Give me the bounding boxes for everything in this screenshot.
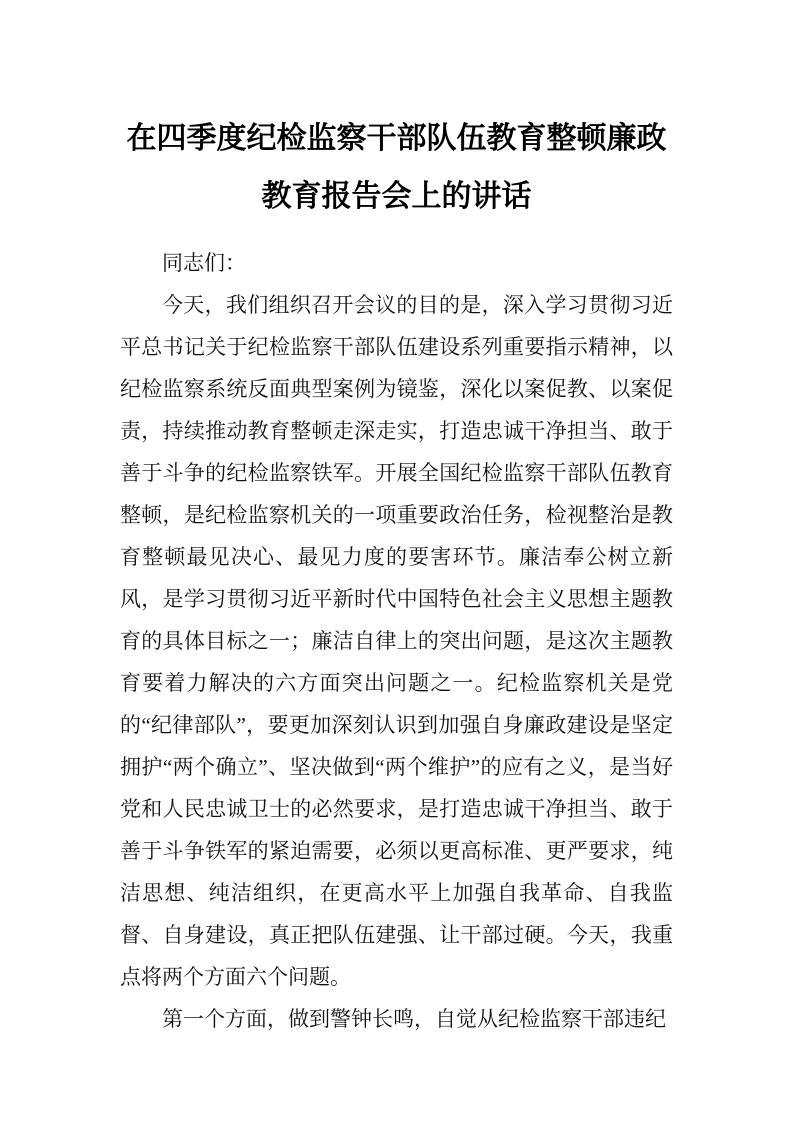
paragraph-salutation: 同志们：: [162, 251, 246, 275]
document-title: 在四季度纪检监察干部队伍教育整顿廉政教育报告会上的讲话: [126, 122, 667, 213]
paragraph-main-body: 今天，我们组织召开会议的目的是，深入学习贯彻习近平总书记关于纪检监察干部队伍建设系列重要指示精神，以纪检监察系统反面典型案例为镜鉴，深化以案促教、以案促责，持续推动教育整顿走深走实，打造忠诚干净担当、敢于善于斗争的纪检监察铁军。开展全国纪检监察干部队伍教育整顿，是纪检监察机关的一项重要政治任务，检视整治是教育整顿最见决心、最见力度的要害环节。廉洁奉公树立新风，是学习贯彻习近平新时代中国特色社会主义思想主题教育的具体目标之一；廉洁自律上的突出问题，是这次主题教育要着力解决的六方面突出问题之一。纪检监察机关是党的“纪律部队”，要更加深刻认识到加强自身廉政建设是坚定拥护“两个确立”、坚决做到“两个维护”的应有之义，是当好党和人民忠诚卫士的必然要求，是打造忠诚干净担当、敢于善于斗争铁军的紧迫需要，必须以更高标准、更严要求，纯洁思想、纯洁组织，在更高水平上加强自我革命、自我监督、自身建设，真正把队伍建强、让干部过硬。今天，我重点将两个方面六个问题。: [120, 293, 673, 989]
document-body: [120, 242, 673, 1040]
paragraph-section-one-lead: 第一个方面，做到警钟长鸣，自觉从纪检监察干部违纪: [162, 1007, 666, 1031]
